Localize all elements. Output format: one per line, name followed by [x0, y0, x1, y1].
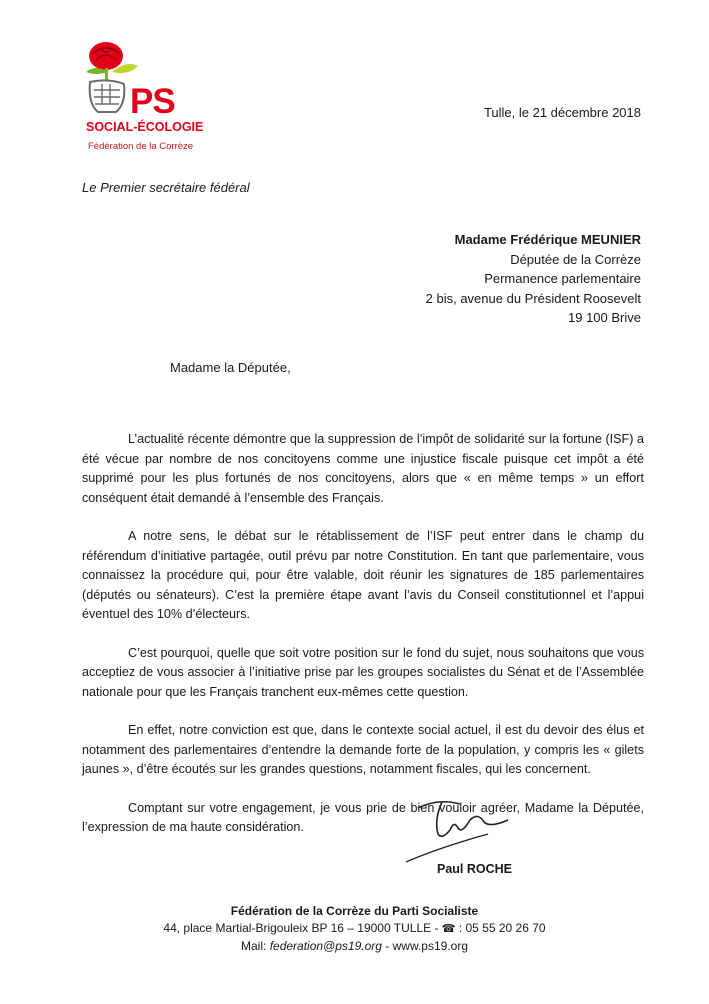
footer-organization: Fédération de la Corrèze du Parti Socialiste [230, 904, 479, 918]
salutation: Madame la Députée, [170, 360, 291, 375]
body-paragraph: Comptant sur votre engagement, je vous prie de bien vouloir agréer, Madame la Députée, l’expression de ma haute considération. [82, 800, 644, 834]
recipient-block [426, 230, 641, 328]
rose-fist-icon [78, 38, 138, 118]
recipient-line: Députée de la Corrèze [510, 251, 641, 267]
body-paragraph: C’est pourquoi, quelle que soit votre position sur le fond du sujet, nous souhaitons que vous acceptiez de vous associer à l’initiative prise par les groupes socialistes du Sénat et de l’Assemblée nationale pour que les Français tranchent eux-mêmes cette question. [82, 645, 644, 699]
recipient-line: 2 bis, avenue du Président Roosevelt [425, 290, 641, 306]
footer-contact-line [0, 938, 709, 955]
telephone-icon: ☎ [441, 923, 456, 935]
sender-title: Le Premier secrétaire fédéral [82, 180, 250, 195]
footer-mail-label: Mail: [241, 939, 267, 953]
footer-web: - www.ps19.org [385, 939, 468, 953]
footer-address: 44, place Martial-Brigouleix BP 16 – 19000 TULLE - [163, 921, 439, 935]
footer-address-line [0, 920, 709, 938]
footer-phone: : 05 55 20 26 70 [458, 921, 546, 935]
body-paragraph: A notre sens, le débat sur le rétablissement de l’ISF peut entrer dans le champ du référendum d’initiative partagée, outil prévu par notre Constitution. En tant que parlementaire, vous connaissez la procédure qui, pour être valable, doit réunir les signatures de 185 parlementaires (députés ou sénateurs). C’est la première étape avant l’avis du Conseil constitutionnel et l’appui éventuel des 10% d’électeurs. [82, 529, 644, 621]
body-paragraph: L’actualité récente démontre que la suppression de l’impôt de solidarité sur la fortune (ISF) a été vécue par nombre de nos concitoyens comme une injustice fiscale puisque cet impôt a été supprimé pour les plus fortunés de nos concitoyens, alors que « en même temps » un effort conséquent était demandé à l’ensemble des Français. [82, 432, 644, 505]
ps-logo [78, 38, 208, 158]
body-paragraph: En effet, notre conviction est que, dans le contexte social actuel, il est du devoir des élus et notamment des parlementaires d’entendre la demande forte de la population, y compris les « gilets jaunes », d’être écoutés sur les grandes questions, notamment fiscales, qui les concernent. [82, 723, 644, 776]
recipient-line: Permanence parlementaire [484, 271, 641, 286]
letter-date: Tulle, le 21 décembre 2018 [483, 105, 641, 120]
logo-ps-text: PS [130, 82, 175, 121]
logo-federation: Fédération de la Corrèze [88, 141, 194, 152]
footer-email: federation@ps19.org [269, 939, 382, 953]
letter-footer [0, 903, 709, 955]
recipient-line: 19 100 Brive [568, 310, 641, 325]
recipient-name: Madame Frédérique MEUNIER [454, 232, 641, 247]
handwritten-signature [398, 790, 528, 870]
letter-body [82, 430, 644, 857]
signer-name: Paul ROCHE [437, 862, 513, 876]
logo-social-ecologie: SOCIAL-ÉCOLOGIE [86, 120, 204, 134]
